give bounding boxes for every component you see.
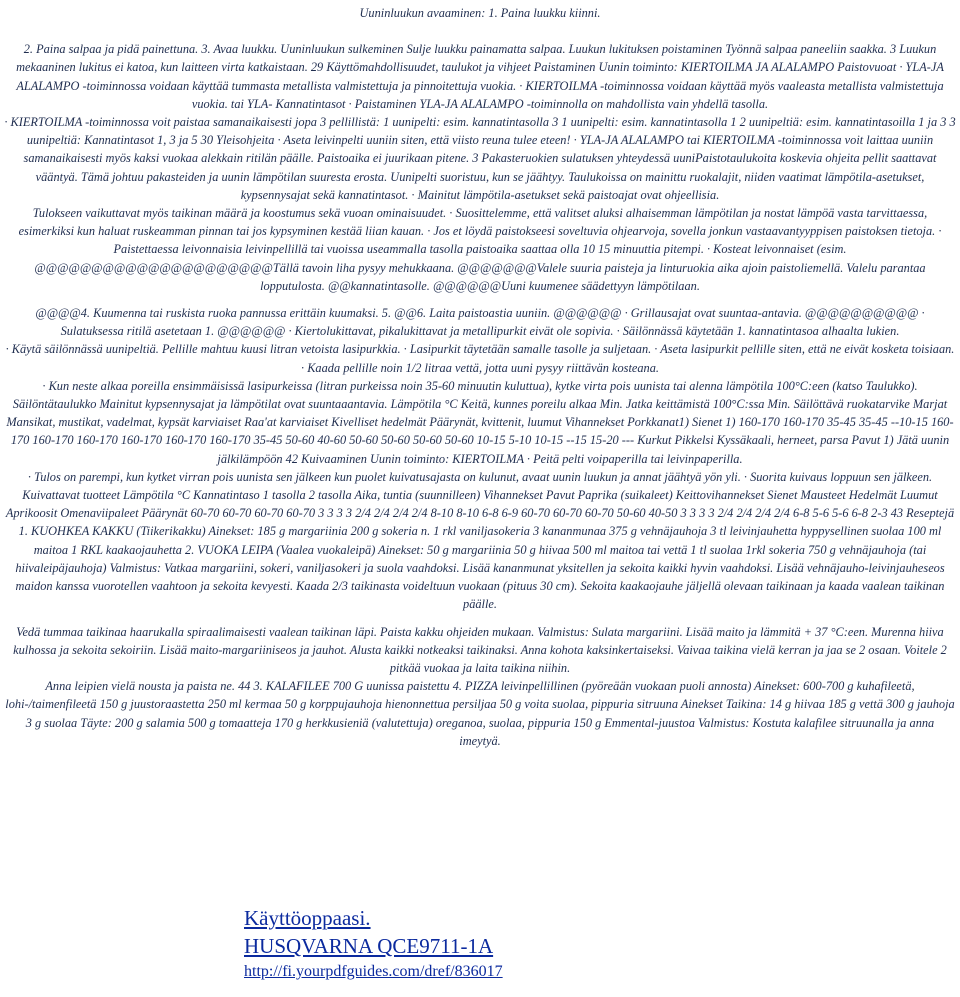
paragraph-shelf-positions: · KIERTOILMA -toiminnossa voit paistaa samanaikaisesti jopa 3 pellillistä: 1 uunipelti: esim. kannatintasolla 3 1 uunipelti: esim. kannatintasolla 1 2 uunipeltiä: esim. kannatintasoilla 1 ja 3 3 uunipeltiä: Kannatintasot 1, 3 ja 5 30 Yleisohjeita · Aseta leivinpelti uuniin siten, että viisto reuna tulee eteen! · YLA-JA ALALAMPO tai KIERTOILMA -toiminnossa voit laittaa uuniin samanaikaisesti myös kaksi vuokaa alekkain ritilän päälle. Paistoaika ei juurikaan pitene. 3 Pakasteruokien sulatuksen yhteydessä uuniPaistotaulukoita koskevia ohjeita pellit saattavat vääntyä. Tämä johtuu pakasteiden ja uunin lämpötilan suuresta erosta. Uunipelti suoristuu, kun se jäähtyy. Taulukoissa on mainittu ruokalajit, niiden vaatimat lämpötila-asetukset, kypsennysajat sekä kannatintasot. · Mainitut lämpötila-asetukset sekä paistoajat ovat ohjeellisia. <box>4 115 956 202</box>
paragraph-door-lock-and-baking: 2. Paina salpaa ja pidä painettuna. 3. Avaa luukku. Uuninluukun sulkeminen Sulje luukku painamatta salpaa. Luukun lukituksen poistaminen Työnnä salpaa paneeliin saakka. 3 Luukun mekaaninen lukitus ei katoa, kun laitteen virta katkaistaan. 29 Käyttömahdollisuudet, taulukot ja vihjeet Paistaminen Uunin toiminto: KIERTOILMA JA ALALAMPO Paistovuoat · YLA-JA ALALAMPO -toiminnossa voidaan käyttää tummasta metallista valmistettuja ja pinnoitettuja vuokia. · KIERTOILMA -toiminnossa voidaan käyttää myös vaaleasta metallista valmistettuja vuokia. tai YLA- Kannatintasot · Paistaminen YLA-JA ALALAMPO -toiminnolla on mahdollista vain yhdellä tasolla. <box>16 42 944 111</box>
manual-link[interactable]: Käyttöoppaasi. <box>244 906 371 930</box>
url-link[interactable]: http://fi.yourpdfguides.com/dref/836017 <box>244 963 503 980</box>
paragraph-drying-recipes: · Tulos on parempi, kun kytket virran pois uunista sen jälkeen kun puolet kuivatusajasta on kulunut, avaat uunin luukun ja annat jäähtyä yön yli. · Suorita kuivaus loppuun sen jälkeen. Kuivattavat tuotteet Lämpötila °C Kannatintaso 1 tasolla 2 tasolla Aika, tuntia (suunnilleen) Vihannekset Pavut Paprika (suikaleet) Keittovihannekset Sienet Mausteet Hedelmät Luumut Aprikoosit Omenaviipaleet Päärynät 60-70 60-70 60-70 60-70 3 3 3 3 2/4 2/4 2/4 2/4 8-10 8-10 6-8 6-9 60-70 60-70 60-70 50-60 40-50 3 3 3 3 2/4 2/4 2/4 2/4 6-8 5-6 5-6 6-8 2-3 43 Reseptejä 1. KUOHKEA KAKKU (Tiikerikakku) Ainekset: 185 g margariinia 200 g sokeria n. 1 rkl vaniljasokeria 3 kananmunaa 375 g vehnäjauhoja 3 tl leivinjauhetta hyppysellinen suolaa 100 ml maitoa 1 RKL kaakaojauhetta 2. VUOKA LEIPA (Vaalea vuokaleipä) Ainekset: 50 g margariinia 50 g hiivaa 500 ml maitoa tai vettä 1 tl suolaa 1rkl sokeria 750 g vehnäjauhoja (tai hiivaleipäjauhoja) Valmistus: Vatkaa margariini, sokeri, vaniljasokeri ja suola vaahdoksi. Lisää kananmunat yksitellen ja sekoita kaikki hyvin vaahdoksi. Lisää vehnäjauho-leivinjauheseos maidon kanssa vuorotellen vaahtoon ja sekoita kevyesti. Kaada 2/3 taikinasta voideltuun vuokaan (pituus 30 cm). Sekoita kaakaojauhe jäljellä olevaan taikinaan ja kaada vaalean taikinan päälle. <box>5 469 955 612</box>
paragraph-canning-jars: · Käytä säilönnässä uunipeltiä. Pellille mahtuu kuusi litran vetoista lasipurkkia. · Lasipurkit täytetään samalle tasolle ja suljetaan. · Aseta lasipurkit pellille siten, että ne eivät kosketa toisiaan. · Kaada pellille noin 1/2 litraa vettä, jotta uuni pysyy riittävän kosteana. <box>5 342 955 375</box>
paragraph-bread-method: Vedä tummaa taikinaa haarukalla spiraalimaisesti vaalean taikinan läpi. Paista kakku ohjeiden mukaan. Valmistus: Sulata margariini. Lisää maito ja lämmitä + 37 °C:een. Murenna hiiva kulhossa ja sekoita sekoiriin. Lisää maito-margariiniseos ja jauhot. Alusta kaikki notkeaksi taikinaksi. Anna kohota kaksinkertaiseksi. Vaivaa taikina vielä kerran ja jaa se 2 osaan. Voitele 2 pitkää vuokaa ja laita taikina niihin. <box>13 624 947 675</box>
paragraph-door-opening: Uuninluukun avaaminen: 1. Paina luukku kiinni. <box>359 6 601 20</box>
paragraph-grilling-canning: @@@@4. Kuumenna tai ruskista ruoka pannussa erittäin kuumaksi. 5. @@6. Laita paistoastia uuniin. @@@@@@ · Grillausajat ovat suuntaa-antavia. @@@@@@@@@@ · Sulatuksessa ritilä asetetaan 1. @@@@@@ · Kiertolukittavat, pikalukittavat ja metallipurkit eivät ole sopivia. · Säilönnässä käytetään 1. kannatintasoa alhaalta lukien. <box>35 306 925 339</box>
footer-links <box>244 904 503 984</box>
paragraph-baking-tips: Tulokseen vaikuttavat myös taikinan määrä ja koostumus sekä vuoan ominaisuudet. · Suosittelemme, että valitset aluksi alhaisemman lämpötilan ja nostat lämpöä vasta tarvittaessa, esimerkiksi kun haluat ruskeamman pinnan tai jos kypsyminen kestää liian kauan. · Jos et löydä paistokseesi soveltuvia ohjearvoja, sovella jonkun vastaavantyyppisen paistoksen tietoja. · Paistettaessa leivonnaisia leivinpellillä tai vuoissa useammalla tasolla paistoaika saattaa olla 10 15 minuuttia pitempi. · Kosteat leivonnaiset (esim. @@@@@@@@@@@@@@@@@@@@@Tällä tavoin liha pysyy mehukkaana. @@@@@@@Valele suuria paisteja ja linturuokia aika ajoin paistoliemellä. Valelu parantaa lopputulosta. @@kannatintasolle. @@@@@@Uuni kuumenee säädettyyn lämpötilaan. <box>18 206 942 293</box>
paragraph-canning-table: · Kun neste alkaa poreilla ensimmäisissä lasipurkeissa (litran purkeissa noin 35-60 minuutin kuluttua), kytke virta pois uunista tai alenna lämpötila 100°C:een (katso Taulukko). Säilöntätaulukko Mainitut kypsennysajat ja lämpötilat ovat suuntaaantavia. Lämpötila °C Keitä, kunnes poreilu alkaa Min. Jatka keittämistä 100°C:ssa Min. Säilöttävä ruokatarvike Marjat Mansikat, mustikat, vadelmat, kypsät karviaiset Raa'at karviaiset Kivelliset hedelmät Päärynät, kvittenit, luumut Vihannekset Porkkanat1) Sienet 1) 160-170 160-170 35-45 35-45 --10-15 160-170 160-170 160-170 160-170 160-170 160-170 35-45 50-60 40-60 50-60 50-60 50-60 50-60 10-15 5-10 10-15 --15 15-20 --- Kurkut Pikkelsi Kyssäkaali, herneet, parsa Pavut 1) Jätä uunin jälkilämpöön 42 Kuivaaminen Uunin toiminto: KIERTOILMA · Peitä pelti voipaperilla tai leivinpaperilla. <box>6 378 954 466</box>
model-link[interactable]: HUSQVARNA QCE9711-1A <box>244 934 494 958</box>
paragraph-fish-pizza: Anna leipien vielä nousta ja paista ne. 44 3. KALAFILEE 700 G uunissa paistettu 4. PIZZA leivinpellillinen (pyöreään vuokaan puoli annosta) Ainekset: 600-700 g kuhafileetä, lohi-/taimenfileetä 150 g juustoraastetta 250 ml kermaa 50 g korppujauhoja hienonnettua persiljaa 50 g voita suolaa, pippuria sitruuna Ainekset Taikina: 14 g hiivaa 185 g vettä 300 g jauhoja 3 g suolaa Täyte: 200 g salamia 500 g tomaatteja 170 g herkkusieniä (valutettuja) oreganoa, suolaa, pippuria 150 g Emmental-juustoa Valmistus: Kostuta kalafilee sitruunalla ja anna imeytyä. <box>5 679 955 748</box>
